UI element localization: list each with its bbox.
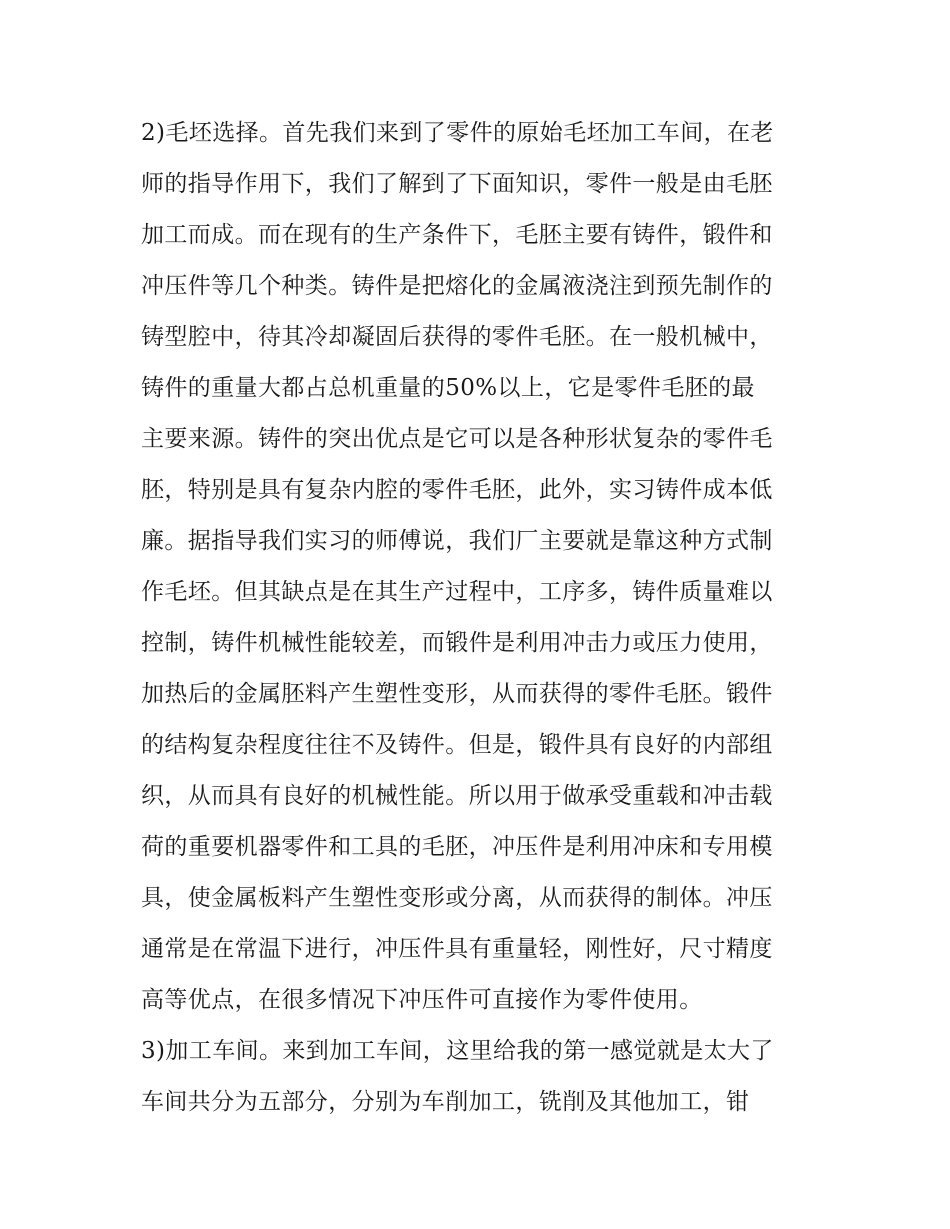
text-line: 荷的重要机器零件和工具的毛胚，冲压件是利用冲床和专用模 <box>141 834 773 860</box>
text-line: 的结构复杂程度往往不及铸件。但是，锻件具有良好的内部组 <box>141 732 773 758</box>
text-line: 通常是在常温下进行，冲压件具有重量轻，刚性好，尺寸精度 <box>141 936 773 962</box>
text-line: 廉。据指导我们实习的师傅说，我们厂主要就是靠这种方式制 <box>141 528 773 554</box>
text-line: 主要来源。铸件的突出优点是它可以是各种形状复杂的零件毛 <box>141 426 773 452</box>
text-line: 高等优点，在很多情况下冲压件可直接作为零件使用。 <box>141 987 703 1013</box>
text-line: 具，使金属板料产生塑性变形或分离，从而获得的制体。冲压 <box>141 885 773 911</box>
text-line: 作毛坯。但其缺点是在其生产过程中，工序多，铸件质量难以 <box>141 579 773 605</box>
text-line: 控制，铸件机械性能较差，而锻件是利用冲击力或压力使用， <box>141 630 773 656</box>
text-line: 胚，特别是具有复杂内腔的零件毛胚，此外，实习铸件成本低 <box>141 477 773 503</box>
text-line: 铸件的重量大都占总机重量的50%以上，它是零件毛胚的最 <box>141 375 755 401</box>
text-line: 3)加工车间。来到加工车间，这里给我的第一感觉就是太大了 <box>141 1038 774 1064</box>
text-line: 织，从而具有良好的机械性能。所以用于做承受重载和冲击载 <box>141 783 773 809</box>
text-line: 加热后的金属胚料产生塑性变形，从而获得的零件毛胚。锻件 <box>141 681 773 707</box>
text-line: 冲压件等几个种类。铸件是把熔化的金属液浇注到预先制作的 <box>141 273 773 299</box>
body-text <box>141 108 821 1128</box>
text-line: 加工而成。而在现有的生产条件下，毛胚主要有铸件，锻件和 <box>141 222 773 248</box>
text-line: 师的指导作用下，我们了解到了下面知识，零件一般是由毛胚 <box>141 171 773 197</box>
text-line: 车间共分为五部分，分别为车削加工，铣削及其他加工，钳 <box>141 1089 750 1115</box>
text-line: 2)毛坯选择。首先我们来到了零件的原始毛坯加工车间，在老 <box>141 120 774 146</box>
text-line: 铸型腔中，待其冷却凝固后获得的零件毛胚。在一般机械中， <box>141 324 773 350</box>
